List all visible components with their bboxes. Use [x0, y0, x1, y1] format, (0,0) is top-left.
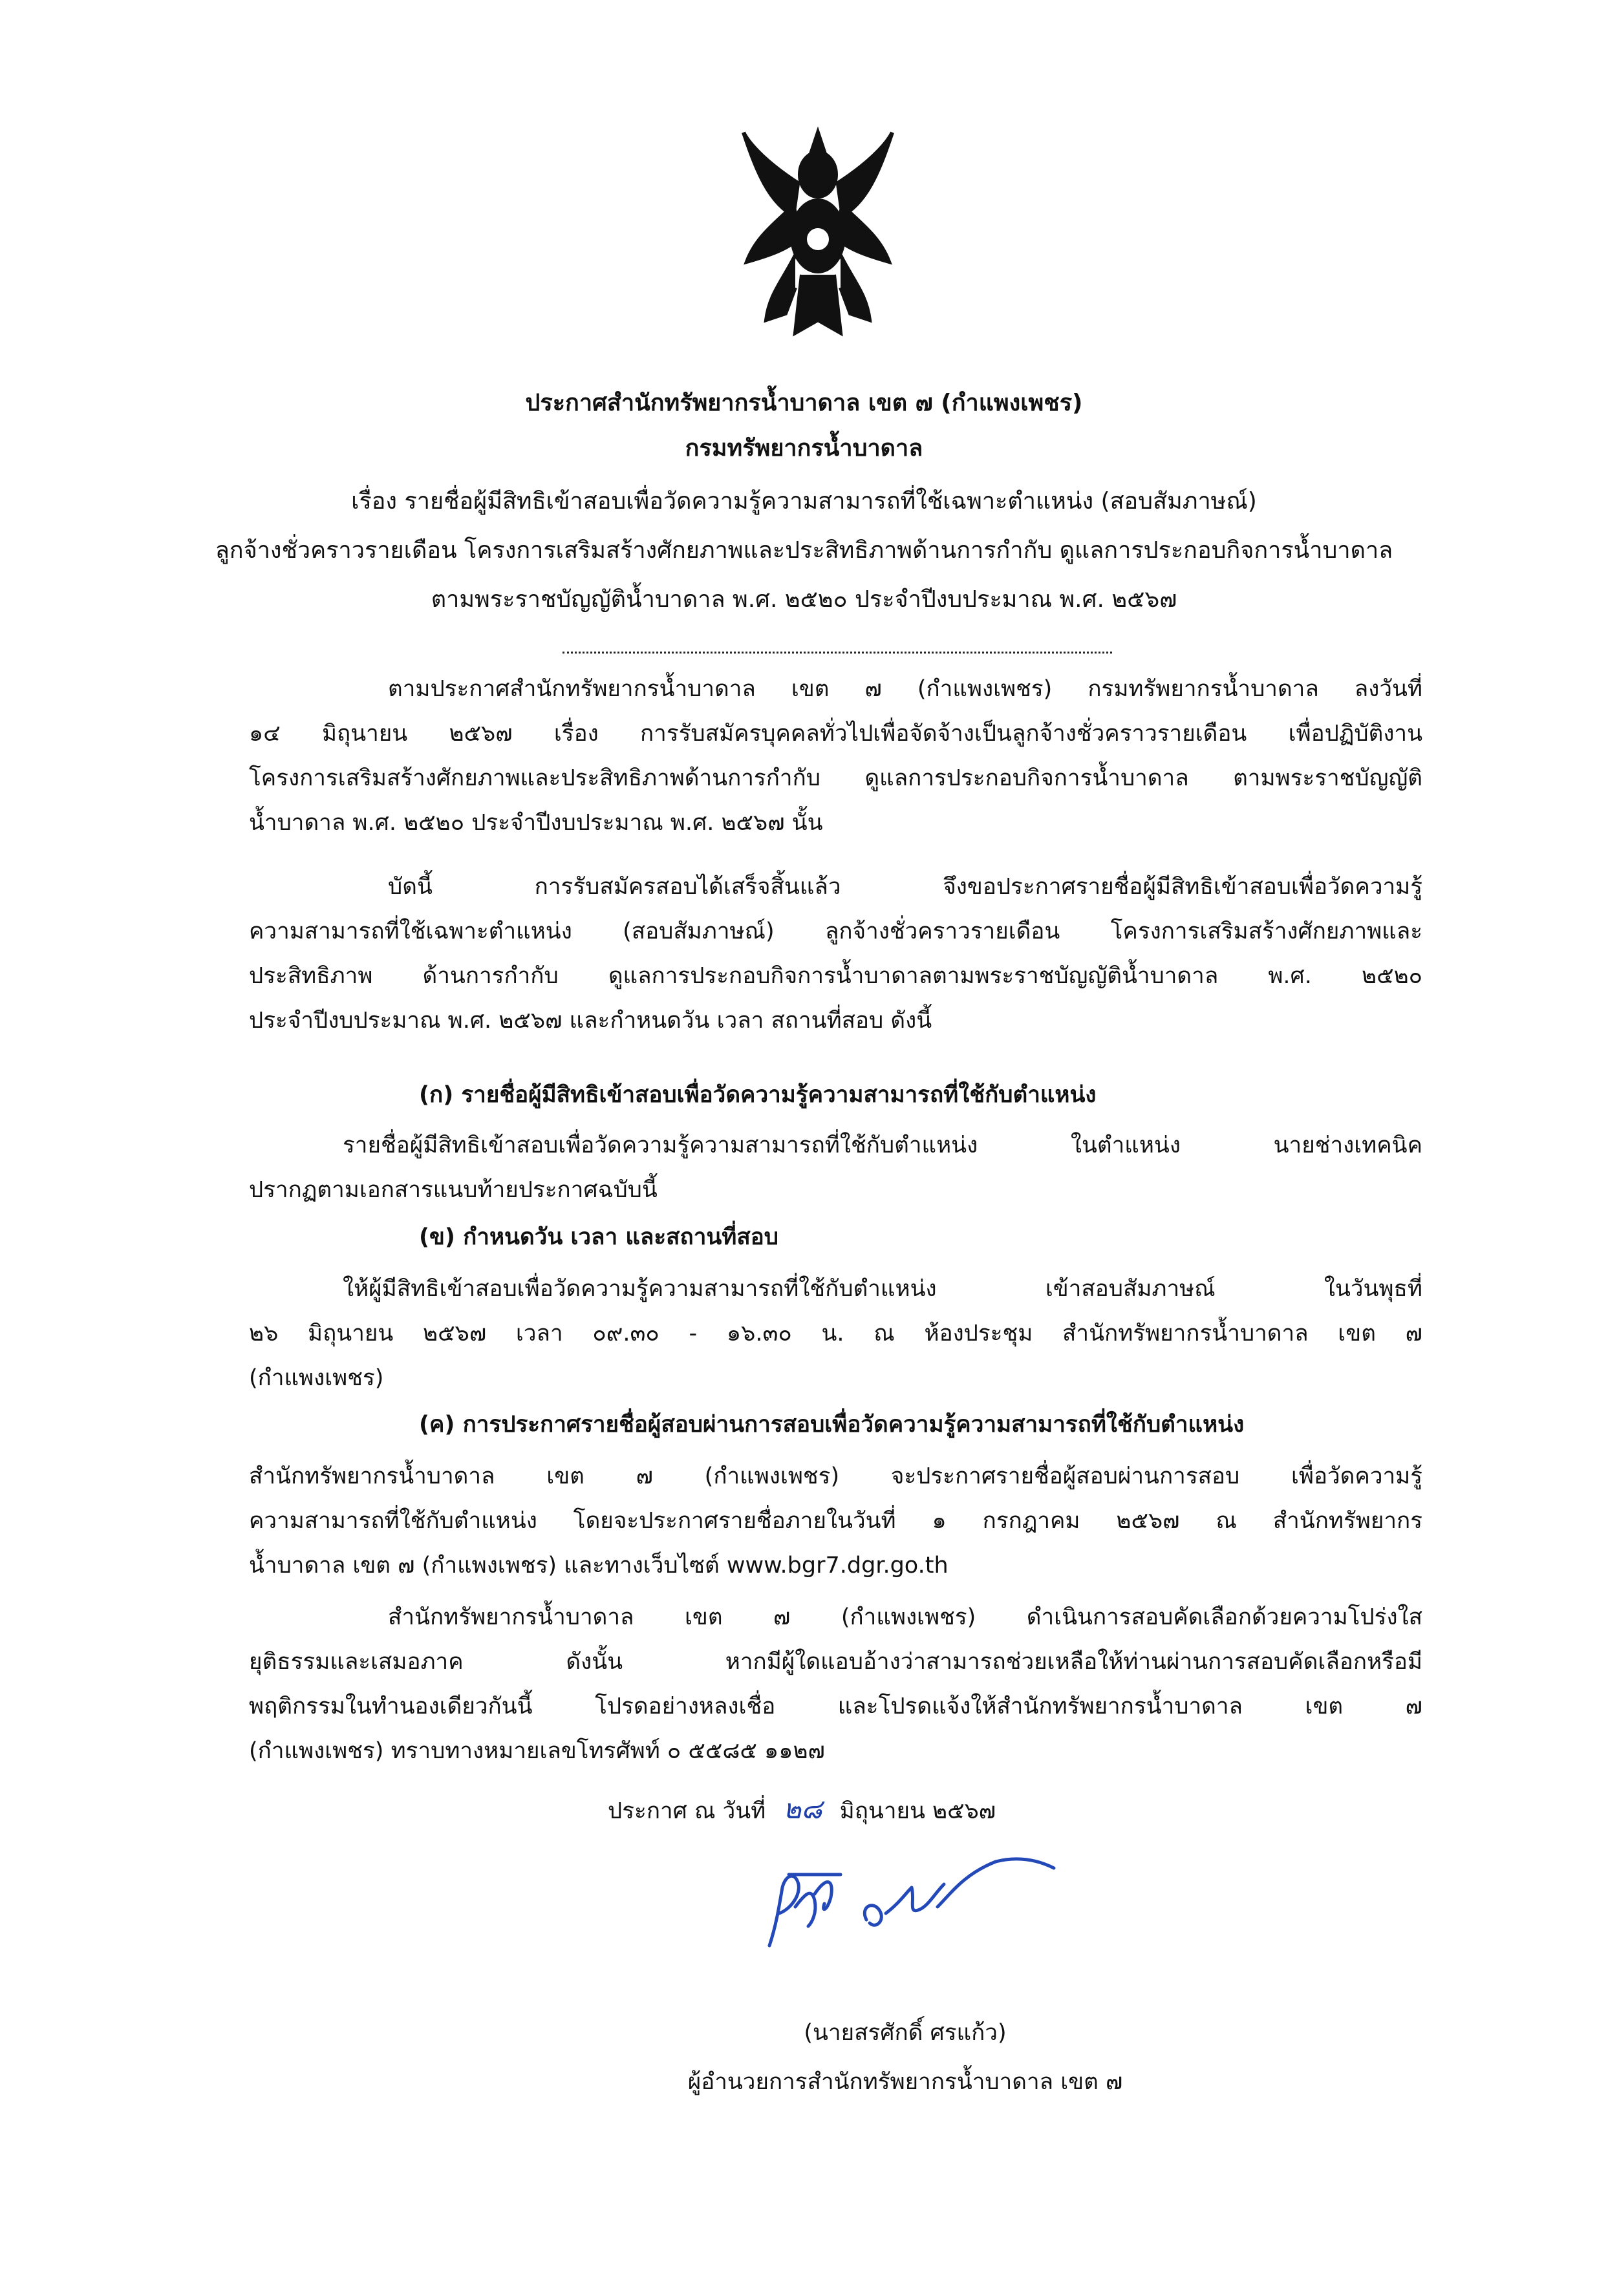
announcement-title: ประกาศสำนักทรัพยากรน้ำบาดาล เขต ๗ (กำแพงเพชร): [525, 390, 1083, 416]
announce-date-day: ๒๘: [783, 1793, 822, 1825]
paragraph-announcement: [249, 865, 1422, 1043]
paragraph-line: ตามประกาศสำนักทรัพยากรน้ำบาดาล เขต ๗ (กำแพงเพชร) กรมทรัพยากรน้ำบาดาล ลงวันที่: [388, 676, 1422, 702]
paragraph-line: ปรากฏตามเอกสารแนบท้ายประกาศฉบับนี้: [249, 1177, 658, 1203]
paragraph-line: โครงการเสริมสร้างศักยภาพและประสิทธิภาพด้านการกำกับ ดูแลการประกอบกิจการน้ำบาดาล ตามพระราชบัญญัติ: [249, 765, 1422, 791]
paragraph-line: (กำแพงเพชร): [249, 1365, 384, 1391]
paragraph-line: น้ำบาดาล เขต ๗ (กำแพงเพชร) และทางเว็บไซต์ www.bgr7.dgr.go.th: [249, 1553, 949, 1578]
paragraph-line: ๑๔ มิถุนายน ๒๕๖๗ เรื่อง การรับสมัครบุคคลทั่วไปเพื่อจัดจ้างเป็นลูกจ้างชั่วคราวรายเดือน เพื่อปฏิบัติงาน: [249, 721, 1422, 747]
paragraph-line: รายชื่อผู้มีสิทธิเข้าสอบเพื่อวัดความรู้ความสามารถที่ใช้กับตำแหน่ง ในตำแหน่ง นายช่างเทคนิค: [343, 1132, 1422, 1158]
section-c-body: [249, 1454, 1422, 1588]
paragraph-line: น้ำบาดาล พ.ศ. ๒๕๒๐ ประจำปีงบประมาณ พ.ศ. ๒๕๖๗ นั้น: [249, 810, 823, 836]
paragraph-line: (กำแพงเพชร) ทราบทางหมายเลขโทรศัพท์ ๐ ๕๕๘๕ ๑๑๒๗: [249, 1738, 825, 1764]
announce-date-month-year: มิถุนายน ๒๕๖๗: [839, 1798, 996, 1824]
paragraph-line: ความสามารถที่ใช้กับตำแหน่ง โดยจะประกาศรายชื่อภายในวันที่ ๑ กรกฎาคม ๒๕๖๗ ณ สำนักทรัพยากร: [249, 1508, 1422, 1534]
section-b-body: [249, 1267, 1422, 1401]
section-c-heading: (ค) การประกาศรายชื่อผู้สอบผ่านการสอบเพื่อวัดความรู้ความสามารถที่ใช้กับตำแหน่ง: [419, 1412, 1245, 1438]
section-b-heading: (ข) กำหนดวัน เวลา และสถานที่สอบ: [419, 1224, 778, 1250]
paragraph-line: ประจำปีงบประมาณ พ.ศ. ๒๕๖๗ และกำหนดวัน เวลา สถานที่สอบ ดังนี้: [249, 1008, 932, 1034]
paragraph-line: บัดนี้ การรับสมัครสอบได้เสร็จสิ้นแล้ว จึงขอประกาศรายชื่อผู้มีสิทธิเข้าสอบเพื่อวัดความรู้: [388, 874, 1422, 900]
subject-line-3: ตามพระราชบัญญัติน้ำบาดาล พ.ศ. ๒๕๒๐ ประจำปีงบประมาณ พ.ศ. ๒๕๖๗: [431, 586, 1177, 613]
signer-position: ผู้อำนวยการสำนักทรัพยากรน้ำบาดาล เขต ๗: [687, 2069, 1123, 2095]
paragraph-line: ๒๖ มิถุนายน ๒๕๖๗ เวลา ๐๙.๓๐ - ๑๖.๓๐ น. ณ ห้องประชุม สำนักทรัพยากรน้ำบาดาล เขต ๗: [249, 1321, 1422, 1346]
paragraph-line: พฤติกรรมในทำนองเดียวกันนี้ โปรดอย่างหลงเชื่อ และโปรดแจ้งให้สำนักทรัพยากรน้ำบาดาล เขต ๗: [249, 1694, 1422, 1719]
paragraph-line: ให้ผู้มีสิทธิเข้าสอบเพื่อวัดความรู้ความสามารถที่ใช้กับตำแหน่ง เข้าสอบสัมภาษณ์ ในวันพุธที่: [343, 1276, 1422, 1302]
dotted-divider: [563, 652, 1112, 654]
handwritten-signature-icon: [750, 1849, 1060, 1959]
paragraph-line: ความสามารถที่ใช้เฉพาะตำแหน่ง (สอบสัมภาษณ์) ลูกจ้างชั่วคราวรายเดือน โครงการเสริมสร้างศักยภาพและ: [249, 919, 1422, 944]
announce-date-prefix: ประกาศ ณ วันที่: [608, 1798, 766, 1824]
paragraph-line: ยุติธรรมและเสมอภาค ดังนั้น หากมีผู้ใดแอบอ้างว่าสามารถช่วยเหลือให้ท่านผ่านการสอบคัดเลือกหรือมี: [249, 1649, 1422, 1675]
subject-line-2: ลูกจ้างชั่วคราวรายเดือน โครงการเสริมสร้างศักยภาพและประสิทธิภาพด้านการกำกับ ดูแลการประกอบกิจการน้ำบาดาล: [215, 537, 1393, 564]
department-title: กรมทรัพยากรน้ำบาดาล: [685, 435, 923, 462]
subject-line-1: เรื่อง รายชื่อผู้มีสิทธิเข้าสอบเพื่อวัดความรู้ความสามารถที่ใช้เฉพาะตำแหน่ง (สอบสัมภาษณ์): [351, 488, 1257, 515]
section-a-body: [249, 1123, 1422, 1213]
announce-date: [608, 1788, 996, 1831]
garuda-emblem-icon: [731, 126, 905, 343]
paragraph-final: [249, 1595, 1422, 1774]
paragraph-line: สำนักทรัพยากรน้ำบาดาล เขต ๗ (กำแพงเพชร) จะประกาศรายชื่อผู้สอบผ่านการสอบ เพื่อวัดความรู้: [249, 1463, 1422, 1489]
paragraph-intro: [249, 667, 1422, 845]
paragraph-line: สำนักทรัพยากรน้ำบาดาล เขต ๗ (กำแพงเพชร) ดำเนินการสอบคัดเลือกด้วยความโปร่งใส: [388, 1604, 1422, 1630]
paragraph-line: ประสิทธิภาพ ด้านการกำกับ ดูแลการประกอบกิจการน้ำบาดาลตามพระราชบัญญัติน้ำบาดาล พ.ศ. ๒๕๒๐: [249, 963, 1422, 989]
signer-name: (นายสรศักดิ์ ศรแก้ว): [804, 2020, 1007, 2046]
section-a-heading: (ก) รายชื่อผู้มีสิทธิเข้าสอบเพื่อวัดความรู้ความสามารถที่ใช้กับตำแหน่ง: [419, 1082, 1097, 1108]
